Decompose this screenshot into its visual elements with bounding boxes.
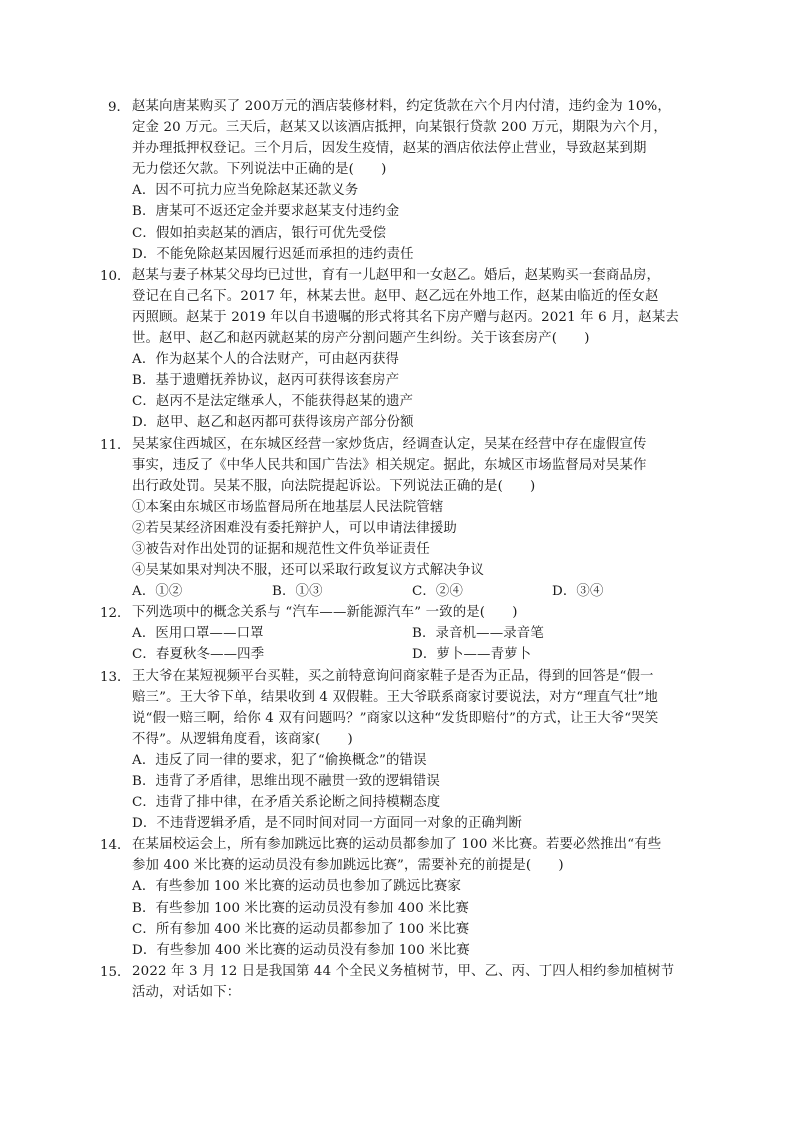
question-number: 15． <box>100 964 131 980</box>
option-b: B．唐某可不返还定金并要求赵某支付违约金 <box>132 204 400 220</box>
question-number: 10． <box>100 268 131 284</box>
option-d: D．萝卜——青萝卜 <box>412 647 532 663</box>
option-row <box>132 644 692 665</box>
statement-item: ①本案由东城区市场监督局所在地基层人民法院管辖 <box>132 499 444 515</box>
question-stem-line: 活动，对话如下： <box>132 984 241 1000</box>
option-a: A．①② <box>132 584 183 600</box>
question-stem-line: 世。赵甲、赵乙和赵丙就赵某的房产分割问题产生纠纷。关于该套房产( ) <box>132 331 590 347</box>
question-15 <box>100 961 692 1003</box>
option-c: C．假如拍卖赵某的酒店，银行可优先受偿 <box>132 225 387 241</box>
question-14 <box>100 834 692 961</box>
question-stem-line: 定金 20 万元。三天后，赵某又以该酒店抵押，向某银行贷款 200 万元，期限为六个月， <box>132 120 667 136</box>
option-d: D．赵甲、赵乙和赵丙都可获得该房产部分份额 <box>132 415 414 431</box>
option-b: B．有些参加 100 米比赛的运动员没有参加 400 米比赛 <box>132 900 469 916</box>
option-b: B．①③ <box>272 584 323 600</box>
option-d: D．有些参加 400 米比赛的运动员没有参加 100 米比赛 <box>132 942 470 958</box>
statement-item: ③被告对作出处罚的证据和规范性文件负举证责任 <box>132 541 430 557</box>
option-a: A．医用口罩——口罩 <box>132 626 264 642</box>
question-stem-line: 赵某向唐某购买了 200万元的酒店装修材料，约定货款在六个月内付清，违约金为 10%， <box>132 99 671 114</box>
question-stem-line: 2022 年 3 月 12 日是我国第 44 个全民义务植树节，甲、乙、丙、丁四人相约参加植树节 <box>132 963 675 979</box>
question-stem-line: 说“假一赔三啊，给你 4 双有问题吗？”商家以这种“发货即赔付”的方式，让王大爷“哭笑 <box>132 710 659 726</box>
question-number: 13． <box>100 669 131 685</box>
option-d: D．③④ <box>552 584 604 600</box>
question-stem-line: 王大爷在某短视频平台买鞋，买之前特意询问商家鞋子是否为正品，得到的回答是“假一 <box>132 668 654 684</box>
question-stem-line: 赔三”。王大爷下单，结果收到 4 双假鞋。王大爷联系商家讨要说法，对方“理直气壮”地 <box>132 689 658 705</box>
question-stem-line: 在某届校运会上，所有参加跳远比赛的运动员都参加了 100 米比赛。若要必然推出“有些 <box>132 837 662 853</box>
option-c: C．违背了排中律，在矛盾关系论断之间持模糊态度 <box>132 795 441 811</box>
question-stem-line: 不得”。从逻辑角度看，该商家( ) <box>132 731 353 747</box>
question-stem-line: 并办理抵押权登记。三个月后，因发生疫情，赵某的酒店依法停止营业，导致赵某到期 <box>132 141 647 157</box>
question-stem-line: 下列选项中的概念关系与 “汽车——新能源汽车” 一致的是( ) <box>132 605 518 621</box>
question-number: 12． <box>100 606 131 622</box>
question-stem-line: 参加 400 米比赛的运动员没有参加跳远比赛”，需要补充的前提是( ) <box>132 858 564 874</box>
question-list <box>100 96 692 1003</box>
option-a: A．有些参加 100 米比赛的运动员也参加了跳远比赛家 <box>132 879 461 895</box>
question-stem-line: 吴某家住西城区，在东城区经营一家炒货店，经调查认定，吴某在经营中存在虚假宣传 <box>132 436 647 452</box>
option-a: A．作为赵某个人的合法财产，可由赵丙获得 <box>132 352 400 368</box>
question-stem-line: 丙照顾。赵某于 2019 年以自书遗嘱的形式将其名下房产赠与赵丙。2021 年 6 月，赵某去 <box>132 309 679 325</box>
question-12 <box>100 602 692 665</box>
question-13 <box>100 666 692 835</box>
option-row <box>132 581 692 602</box>
question-number: 14． <box>100 838 131 854</box>
option-d: D．不能免除赵某因履行迟延而承担的违约责任 <box>132 246 414 262</box>
question-9 <box>100 96 692 265</box>
option-c: C．赵丙不是法定继承人，不能获得赵某的遗产 <box>132 394 414 410</box>
option-b: B．违背了矛盾律，思维出现不融贯一致的逻辑错误 <box>132 774 440 789</box>
option-c: C．所有参加 400 米比赛的运动员都参加了 100 米比赛 <box>132 921 470 937</box>
option-b: B．基于遗赠抚养协议，赵丙可获得该套房产 <box>132 373 400 389</box>
option-c: C．②④ <box>412 584 464 600</box>
question-stem-line: 事实，违反了《中华人民共和国广告法》相关规定。据此，东城区市场监督局对吴某作 <box>132 457 647 473</box>
option-a: A．因不可抗力应当免除赵某还款义务 <box>132 183 359 199</box>
question-stem-line: 无力偿还欠款。下列说法中正确的是( ) <box>132 162 387 178</box>
statement-item: ②若吴某经济困难没有委托辩护人，可以申请法律援助 <box>132 520 457 536</box>
question-stem-line: 登记在自己名下。2017 年，林某去世。赵甲、赵乙远在外地工作，赵某由临近的侄女赵 <box>132 288 659 304</box>
option-c: C．春夏秋冬——四季 <box>132 647 265 663</box>
question-number: 11． <box>100 437 131 453</box>
question-10 <box>100 265 692 434</box>
option-row <box>132 623 692 644</box>
option-d: D．不违背逻辑矛盾，是不同时间对同一方面同一对象的正确判断 <box>132 816 523 832</box>
question-stem-line: 赵某与妻子林某父母均已过世，育有一儿赵甲和一女赵乙。婚后，赵某购买一套商品房， <box>132 267 661 283</box>
question-stem-line: 出行政处罚。吴某不服，向法院提起诉讼。下列说法正确的是( ) <box>132 478 536 494</box>
question-11 <box>100 434 692 603</box>
question-number: 9． <box>108 100 130 115</box>
statement-item: ④吴某如果对判决不服，还可以采取行政复议方式解决争议 <box>132 563 485 579</box>
option-b: B．录音机——录音笔 <box>412 626 544 642</box>
option-a: A．违反了同一律的要求，犯了“偷换概念”的错误 <box>132 752 427 768</box>
